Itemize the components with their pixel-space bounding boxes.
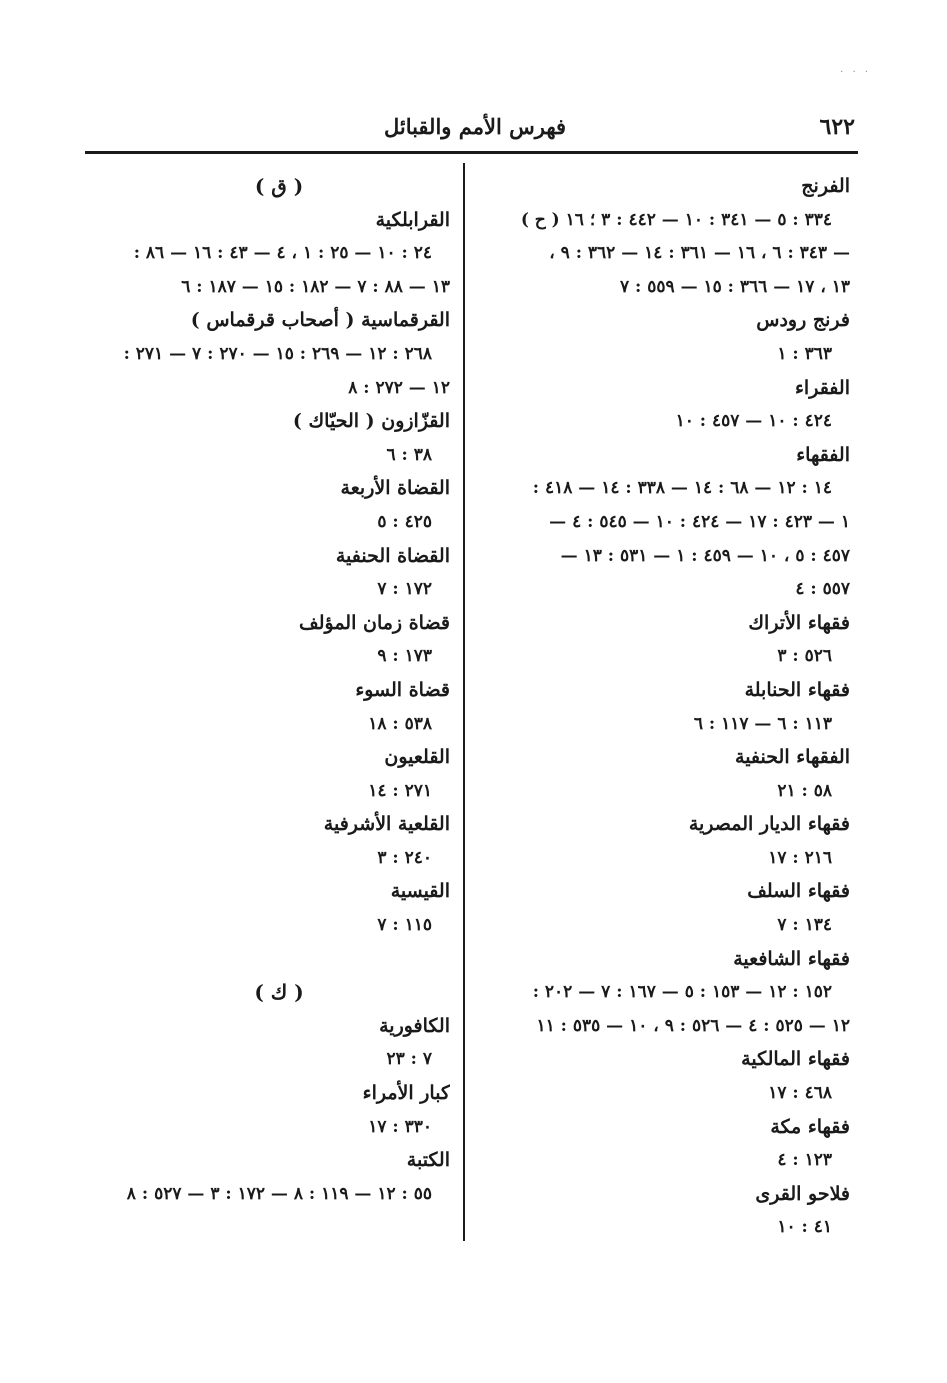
corner-mark: . . . xyxy=(840,64,871,75)
index-entry-references: ١٧٢ : ٧ xyxy=(377,579,432,600)
index-entry-references: — ٣٤٣ : ٦ ، ١٦ — ٣٦١ : ١٤ — ٣٦٢ : ٩ ، xyxy=(549,243,850,264)
index-entry-references: ١٣٤ : ٧ xyxy=(777,915,832,936)
index-entry-references: ٤١ : ١٠ xyxy=(777,1217,832,1238)
index-entry-references: ١٢٣ : ٤ xyxy=(777,1150,832,1171)
section-letter-heading: ( ق ) xyxy=(254,174,304,198)
index-entry-references: ٣٣٠ : ١٧ xyxy=(368,1116,432,1137)
index-entry-name: فقهاء الديار المصرية xyxy=(688,813,850,836)
index-entry-name: قضاة زمان المؤلف xyxy=(299,611,450,634)
index-column-right xyxy=(480,170,850,1245)
index-entry-name: القرقماسية ( أصحاب قرقماس ) xyxy=(190,309,450,332)
index-entry-references: ٤٥٧ : ٥ ، ١٠ — ٤٥٩ : ١ — ٥٣١ : ١٣ — xyxy=(560,545,850,566)
running-title: فهرس الأمم والقبائل xyxy=(383,114,567,139)
index-entry-references: ٢٦٨ : ١٢ — ٢٦٩ : ١٥ — ٢٧٠ : ٧ — ٢٧١ : xyxy=(123,343,432,364)
index-entry-references: ٢٧١ : ١٤ xyxy=(368,780,432,801)
index-entry-name: الكافورية xyxy=(379,1014,450,1037)
index-entry-references: ٢١٦ : ١٧ xyxy=(768,847,832,868)
index-entry-references: ١٣ — ٨٨ : ٧ — ١٨٢ : ١٥ — ١٨٧ : ٦ xyxy=(181,276,450,297)
index-entry-references: ٣٣٤ : ٥ — ٣٤١ : ١٠ — ٤٤٢ : ٣ ؛ ١٦ ( ح ) xyxy=(520,209,832,230)
index-entry-name: القلعية الأشرفية xyxy=(323,813,450,836)
index-entry-references: ٧ : ٢٣ xyxy=(386,1049,432,1070)
index-column-left xyxy=(88,170,450,1211)
index-entry-references: ٥٥٧ : ٤ xyxy=(795,579,850,600)
column-rule xyxy=(463,163,465,1241)
index-entry-name: القلعيون xyxy=(384,746,450,769)
index-entry-name: فقهاء السلف xyxy=(747,880,850,903)
index-entry-name: الفقهاء xyxy=(796,443,850,466)
index-entry-references: ١١٥ : ٧ xyxy=(377,915,432,936)
index-entry-references: ٥٢٦ : ٣ xyxy=(777,646,832,667)
index-entry-name: القزّازون ( الحيّاك ) xyxy=(292,410,450,433)
index-entry-references: ٤٢٥ : ٥ xyxy=(377,511,432,532)
index-entry-references: ٢٤٠ : ٣ xyxy=(377,847,432,868)
index-entry-references: ١٢ — ٢٧٢ : ٨ xyxy=(348,377,450,398)
index-entry-references: ١٣ ، ١٧ — ٣٦٦ : ١٥ — ٥٥٩ : ٧ xyxy=(619,276,850,297)
index-entry-references: ٤٦٨ : ١٧ xyxy=(768,1083,832,1104)
index-entry-references: ١٥٢ : ١٢ — ١٥٣ : ٥ — ١٦٧ : ٧ — ٢٠٢ : xyxy=(532,982,832,1003)
header-rule xyxy=(85,151,858,154)
index-entry-name: القيسية xyxy=(390,880,450,903)
index-entry-name: القضاة الأربعة xyxy=(340,477,450,500)
index-entry-name: الفرنج xyxy=(801,175,850,197)
index-entry-references: ٥٨ : ٢١ xyxy=(777,780,832,801)
index-entry-name: فقهاء الشافعية xyxy=(733,947,850,970)
index-entry-name: فقهاء مكة xyxy=(770,1115,850,1138)
section-letter-heading: ( ك ) xyxy=(254,980,304,1005)
index-entry-references: ١١٣ : ٦ — ١١٧ : ٦ xyxy=(693,713,832,734)
index-entry-references: ٢٤ : ١٠ — ٢٥ : ١ ، ٤ — ٤٣ : ١٦ — ٨٦ : xyxy=(133,243,432,264)
index-entry-name: القضاة الحنفية xyxy=(335,544,450,567)
page-number: ٦٢٢ xyxy=(819,114,855,140)
index-entry-name: فرنج رودس xyxy=(756,309,850,332)
index-entry-name: الفقهاء الحنفية xyxy=(735,746,850,769)
index-entry-name: الفقراء xyxy=(795,376,850,399)
index-entry-name: فلاحو القرى xyxy=(755,1182,850,1205)
index-entry-references: ٣٦٣ : ١ xyxy=(777,343,832,364)
index-entry-name: كبار الأمراء xyxy=(362,1082,450,1105)
index-entry-references: ٥٥ : ١٢ — ١١٩ : ٨ — ١٧٢ : ٣ — ٥٢٧ : ٨ xyxy=(126,1183,432,1204)
index-entry-references: ١٤ : ١٢ — ٦٨ : ١٤ — ٣٣٨ : ١٤ — ٤١٨ : xyxy=(532,478,832,499)
index-entry-references: ١٢ — ٥٢٥ : ٤ — ٥٢٦ : ٩ ، ١٠ — ٥٣٥ : ١١ xyxy=(536,1015,850,1036)
index-entry-name: قضاة السوء xyxy=(355,678,450,701)
index-entry-name: فقهاء المالكية xyxy=(741,1048,850,1071)
index-entry-references: ١ — ٤٢٣ : ١٧ — ٤٢٤ : ١٠ — ٥٤٥ : ٤ — xyxy=(549,511,850,532)
index-entry-name: فقهاء الأتراك xyxy=(748,611,850,634)
index-entry-references: ٤٢٤ : ١٠ — ٤٥٧ : ١٠ xyxy=(675,411,832,432)
index-entry-references: ٥٣٨ : ١٨ xyxy=(368,713,432,734)
index-entry-name: الكتبة xyxy=(406,1149,450,1172)
spacer xyxy=(88,943,450,977)
index-entry-name: فقهاء الحنابلة xyxy=(744,678,850,701)
index-entry-name: القرابلكية xyxy=(375,208,450,231)
index-entry-references: ١٧٣ : ٩ xyxy=(377,646,432,667)
index-entry-references: ٣٨ : ٦ xyxy=(386,444,432,465)
